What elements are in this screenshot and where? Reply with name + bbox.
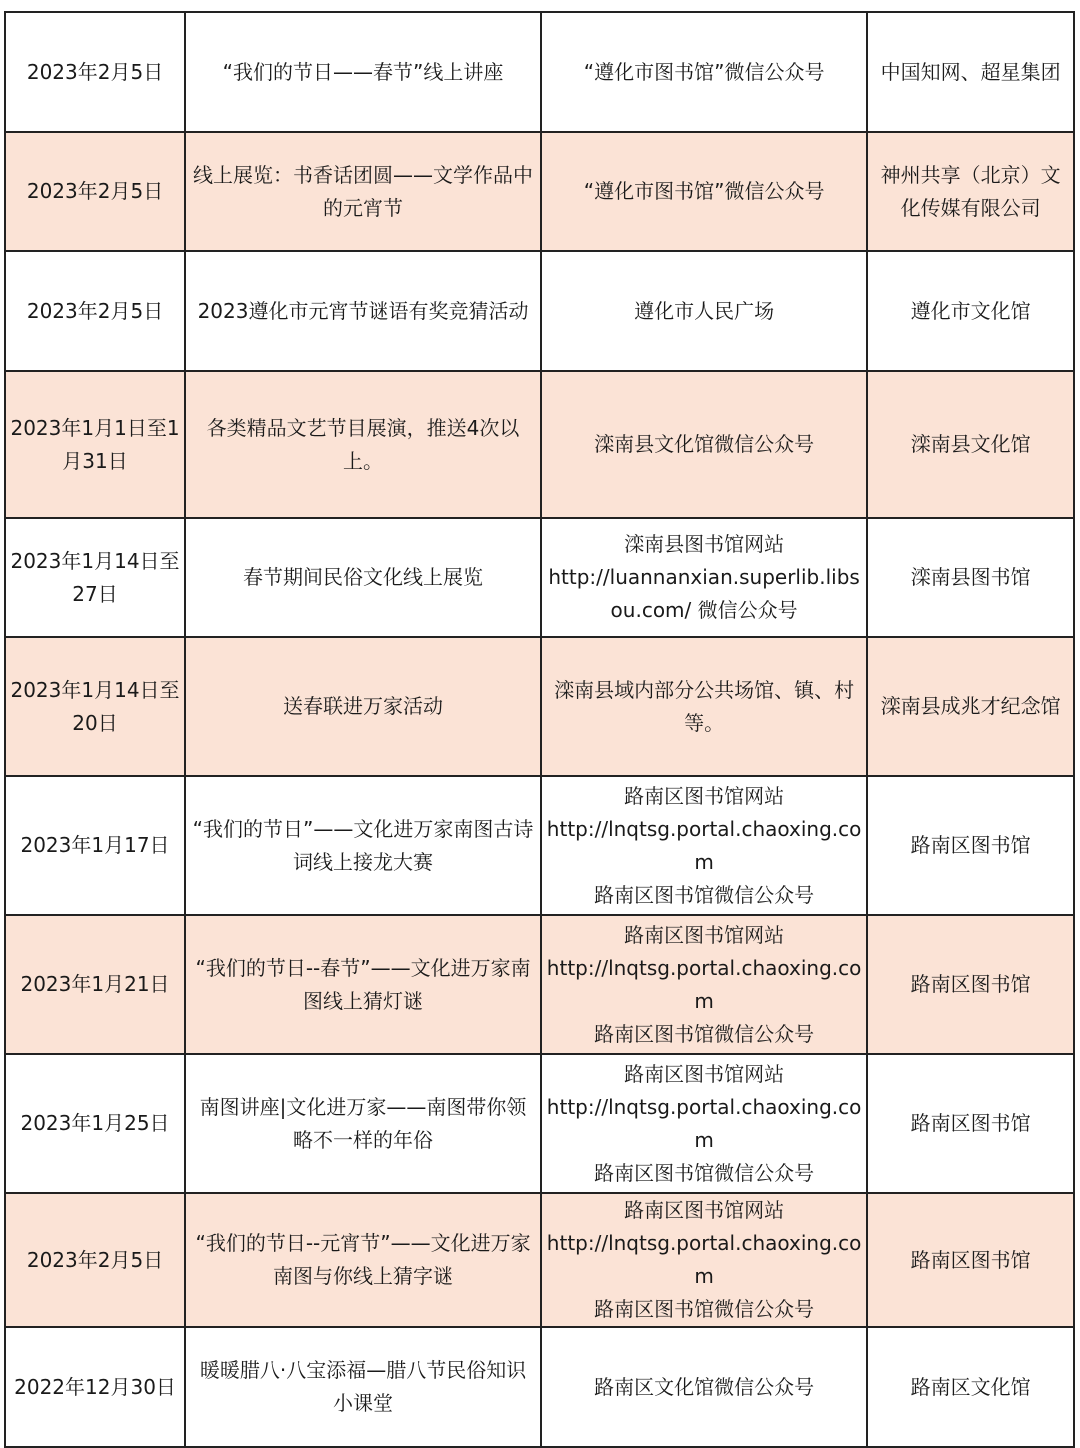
cell-venue: “遵化市图书馆”微信公众号	[541, 12, 867, 132]
cell-venue: 遵化市人民广场	[541, 251, 867, 371]
cell-organizer: 遵化市文化馆	[867, 251, 1074, 371]
cell-activity: “我们的节日--元宵节”——文化进万家南图与你线上猜字谜	[185, 1193, 541, 1327]
cell-venue: 滦南县图书馆网站 http://luannanxian.superlib.libsou.com/ 微信公众号	[541, 518, 867, 637]
cell-date: 2022年12月30日	[5, 1327, 185, 1447]
table-row	[5, 371, 1074, 518]
table-row	[5, 915, 1074, 1054]
table-row	[5, 251, 1074, 371]
cell-date: 2023年2月5日	[5, 12, 185, 132]
cell-venue: 路南区图书馆网站 http://lnqtsg.portal.chaoxing.com 路南区图书馆微信公众号	[541, 915, 867, 1054]
cell-date: 2023年2月5日	[5, 251, 185, 371]
table-row	[5, 637, 1074, 776]
cell-date: 2023年1月21日	[5, 915, 185, 1054]
cell-organizer: 滦南县成兆才纪念馆	[867, 637, 1074, 776]
cell-activity: 南图讲座|文化进万家——南图带你领略不一样的年俗	[185, 1054, 541, 1193]
cell-date: 2023年1月25日	[5, 1054, 185, 1193]
cell-organizer: 中国知网、超星集团	[867, 12, 1074, 132]
cell-activity: 春节期间民俗文化线上展览	[185, 518, 541, 637]
cell-organizer: 路南区图书馆	[867, 1054, 1074, 1193]
cell-date: 2023年2月5日	[5, 132, 185, 251]
events-table-body	[5, 12, 1074, 1447]
table-row	[5, 776, 1074, 915]
cell-venue: 路南区图书馆网站 http://lnqtsg.portal.chaoxing.com 路南区图书馆微信公众号	[541, 1054, 867, 1193]
cell-venue: 滦南县域内部分公共场馆、镇、村等。	[541, 637, 867, 776]
cell-venue: 滦南县文化馆微信公众号	[541, 371, 867, 518]
cell-venue: 路南区图书馆网站 http://lnqtsg.portal.chaoxing.com 路南区图书馆微信公众号	[541, 1193, 867, 1327]
cell-organizer: 滦南县图书馆	[867, 518, 1074, 637]
cell-activity: “我们的节日”——文化进万家南图古诗词线上接龙大赛	[185, 776, 541, 915]
table-row	[5, 518, 1074, 637]
cell-activity: “我们的节日--春节”——文化进万家南图线上猜灯谜	[185, 915, 541, 1054]
cell-organizer: 路南区图书馆	[867, 1193, 1074, 1327]
table-row	[5, 12, 1074, 132]
cell-organizer: 路南区文化馆	[867, 1327, 1074, 1447]
table-row	[5, 1327, 1074, 1447]
cell-activity: 送春联进万家活动	[185, 637, 541, 776]
cell-activity: 各类精品文艺节目展演，推送4次以上。	[185, 371, 541, 518]
cell-venue: 路南区图书馆网站 http://lnqtsg.portal.chaoxing.com 路南区图书馆微信公众号	[541, 776, 867, 915]
cell-date: 2023年1月17日	[5, 776, 185, 915]
cell-date: 2023年1月14日至20日	[5, 637, 185, 776]
cell-activity: 线上展览：书香话团圆——文学作品中的元宵节	[185, 132, 541, 251]
table-row	[5, 1054, 1074, 1193]
cell-date: 2023年1月14日至27日	[5, 518, 185, 637]
table-row	[5, 132, 1074, 251]
events-table	[4, 11, 1075, 1448]
cell-organizer: 路南区图书馆	[867, 915, 1074, 1054]
cell-organizer: 路南区图书馆	[867, 776, 1074, 915]
cell-activity: 暖暖腊八·八宝添福—腊八节民俗知识小课堂	[185, 1327, 541, 1447]
cell-organizer: 滦南县文化馆	[867, 371, 1074, 518]
cell-date: 2023年1月1日至1月31日	[5, 371, 185, 518]
cell-venue: “遵化市图书馆”微信公众号	[541, 132, 867, 251]
cell-venue: 路南区文化馆微信公众号	[541, 1327, 867, 1447]
cell-activity: “我们的节日——春节”线上讲座	[185, 12, 541, 132]
table-row	[5, 1193, 1074, 1327]
cell-activity: 2023遵化市元宵节谜语有奖竞猜活动	[185, 251, 541, 371]
cell-date: 2023年2月5日	[5, 1193, 185, 1327]
cell-organizer: 神州共享（北京）文化传媒有限公司	[867, 132, 1074, 251]
